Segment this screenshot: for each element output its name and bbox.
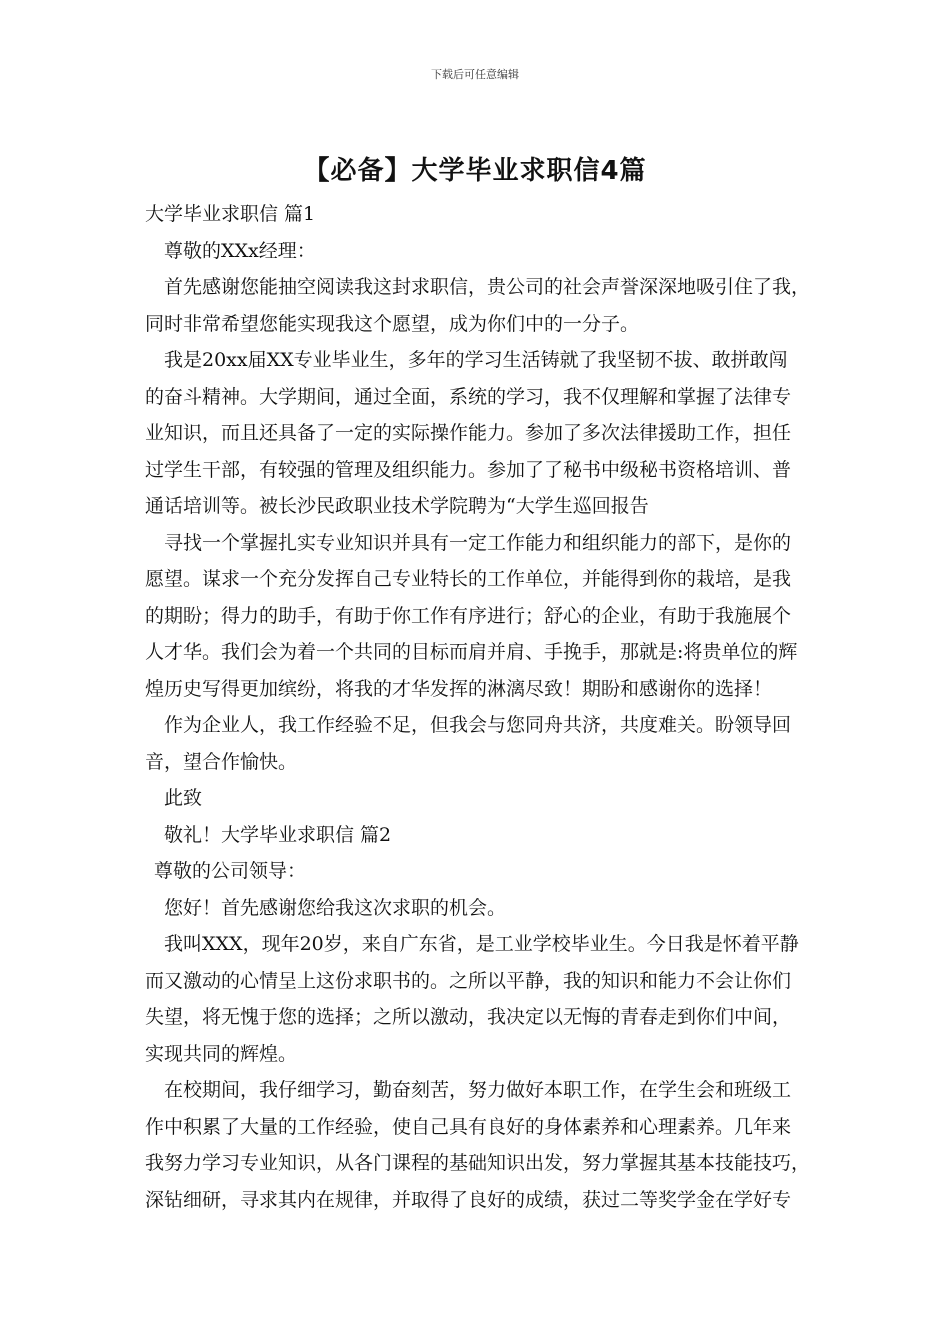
text-line: 深钻细研，寻求其内在规律，并取得了良好的成绩，获过二等奖学金在学好专 (145, 1188, 792, 1211)
text-line: 作为企业人，我工作经验不足，但我会与您同舟共济，共度难关。盼领导回 (164, 714, 792, 736)
text-line: 此致 (164, 787, 203, 809)
text-line: 愿望。谋求一个充分发挥自己专业特长的工作单位，并能得到你的栽培，是我 (145, 568, 792, 590)
text-line: 首先感谢您能抽空阅读我这封求职信，贵公司的社会声誉深深地吸引住了我， (164, 276, 811, 298)
text-line: 尊敬的公司领导： (154, 860, 307, 882)
text-line: 尊敬的XXx经理： (164, 239, 316, 262)
text-line: 人才华。我们会为着一个共同的目标而肩并肩、手挽手，那就是:将贵单位的辉 (145, 641, 798, 663)
text-line: 您好！首先感谢您给我这次求职的机会。 (164, 896, 507, 919)
text-line: 音，望合作愉快。 (145, 750, 298, 773)
text-line: 通话培训等。被长沙民政职业技术学院聘为“大学生巡回报告 (145, 495, 649, 517)
text-line: 煌历史写得更加缤纷，将我的才华发挥的淋漓尽致！期盼和感谢你的选择！ (145, 677, 773, 700)
text-line: 我努力学习专业知识，从各门课程的基础知识出发，努力掌握其基本技能技巧， (145, 1152, 811, 1174)
text-line: 大学毕业求职信 篇1 (145, 203, 316, 225)
text-line: 业知识，而且还具备了一定的实际操作能力。参加了多次法律援助工作，担任 (145, 422, 792, 444)
text-line: 实现共同的辉煌。 (145, 1042, 298, 1065)
text-line: 过学生干部，有较强的管理及组织能力。参加了了秘书中级秘书资格培训、普 (145, 458, 792, 481)
text-line: 在校期间，我仔细学习，勤奋刻苦，努力做好本职工作，在学生会和班级工 (164, 1079, 792, 1101)
text-line: 作中积累了大量的工作经验，使自己具有良好的身体素养和心理素养。几年来 (145, 1115, 792, 1138)
document-title: 【必备】大学毕业求职信4篇 (303, 156, 647, 186)
text-line: 我是20xx届XX专业毕业生，多年的学习生活铸就了我坚韧不拔、敢拼敢闯 (164, 349, 788, 371)
text-line: 寻找一个掌握扎实专业知识并具有一定工作能力和组织能力的部下，是你的 (164, 531, 792, 554)
document-body (145, 196, 825, 1218)
text-line: 而又激动的心情呈上这份求职书的。之所以平静，我的知识和能力不会让你们 (145, 969, 792, 992)
text-line: 我叫XXX，现年20岁，来自广东省，是工业学校毕业生。今日我是怀着平静 (164, 933, 799, 955)
text-line: 敬礼！大学毕业求职信 篇2 (164, 823, 392, 846)
text-line: 的期盼；得力的助手，有助于你工作有序进行；舒心的企业，有助于我施展个 (145, 604, 792, 627)
text-line: 同时非常希望您能实现我这个愿望，成为你们中的一分子。 (145, 312, 640, 335)
text-line: 的奋斗精神。大学期间，通过全面，系统的学习，我不仅理解和掌握了法律专 (145, 385, 792, 408)
text-line: 失望，将无愧于您的选择；之所以激动，我决定以无悔的青春走到你们中间， (145, 1006, 792, 1028)
page-header-note: 下载后可任意编辑 (431, 68, 519, 81)
